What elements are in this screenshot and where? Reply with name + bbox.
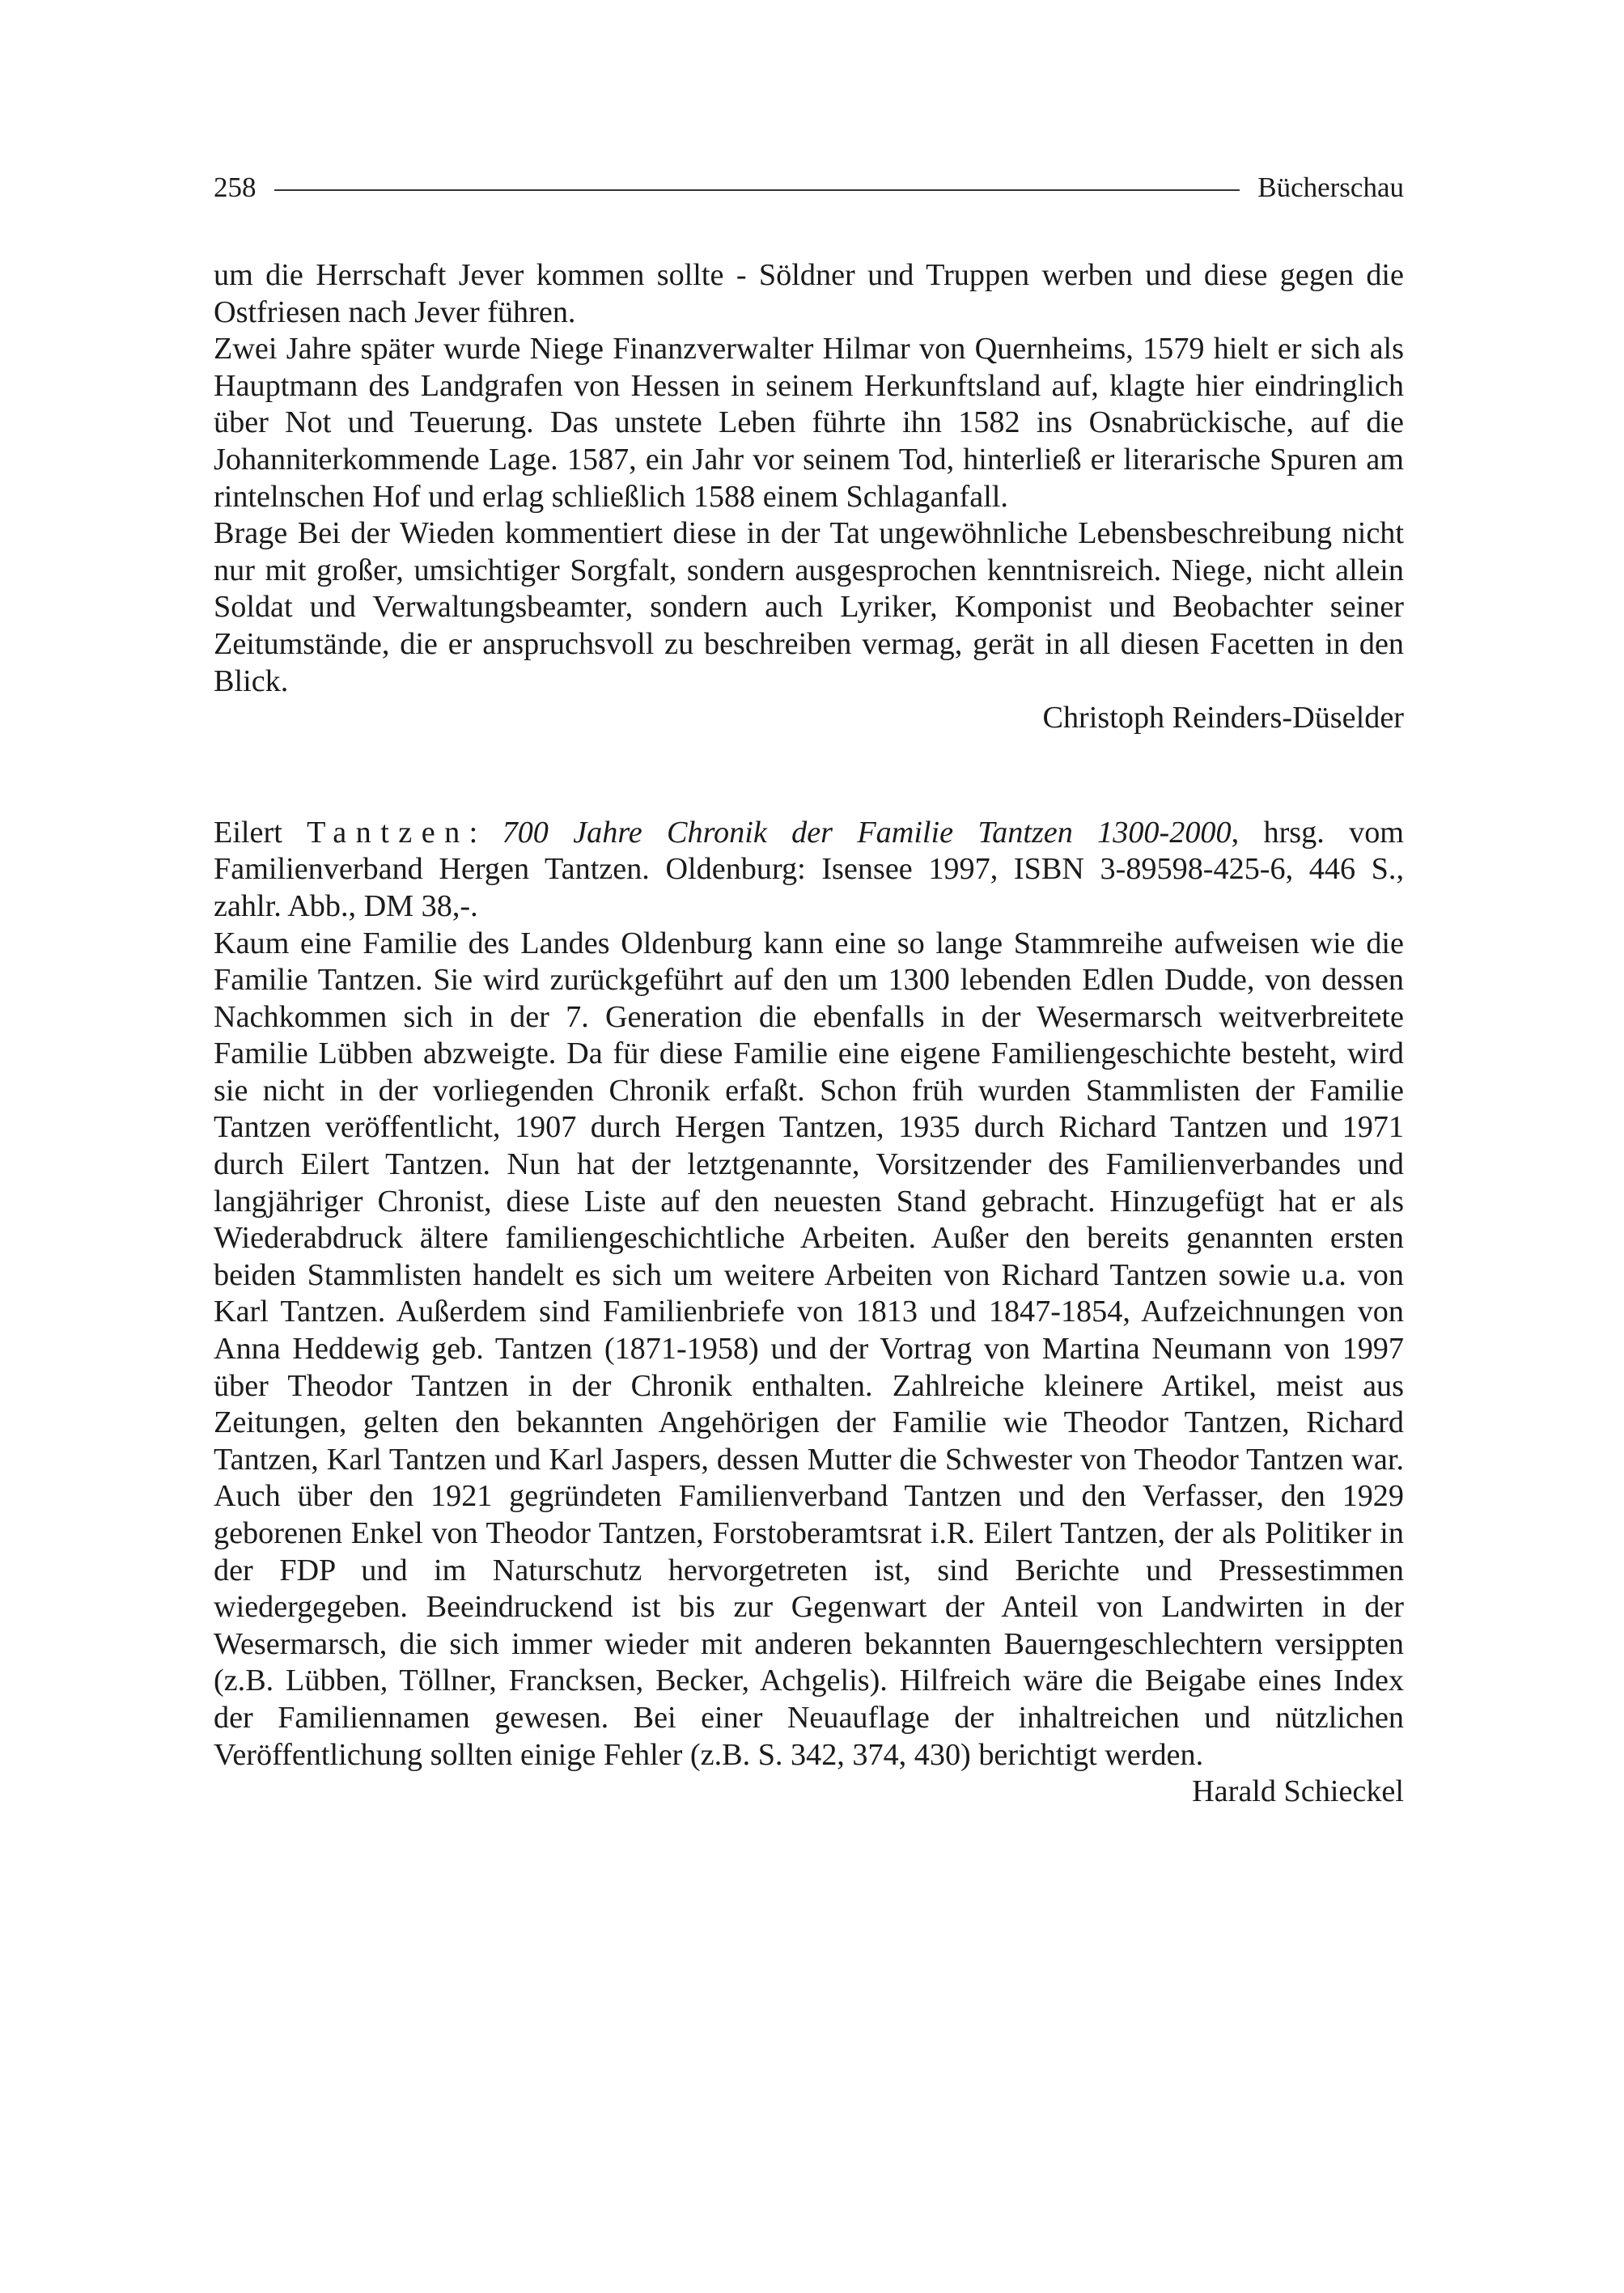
review-tantzen bbox=[214, 815, 1404, 1811]
section-gap bbox=[214, 737, 1404, 815]
running-header bbox=[214, 165, 1404, 210]
review-paragraph: Zwei Jahre später wurde Niege Finanzverwalter Hilmar von Quernheims, 1579 hielt er sich als Hauptmann des Landgrafen von Hessen in seinem Herkunftsland auf, klagte hier eindringlich über Not und Teuerung. Das unstete Leben führte ihn 1582 ins Osnabrückische, auf die Johanniterkommende Lage. 1587, ein Jahr vor seinem Tod, hinterließ er literarische Spuren am rintelnschen Hof und erlag schließlich 1588 einem Schlaganfall. bbox=[214, 332, 1404, 514]
bibliographic-entry bbox=[214, 815, 1404, 926]
review-paragraph: um die Herrschaft Jever kommen sollte - Söldner und Truppen werben und diese gegen die Ostfriesen nach Jever führen. bbox=[214, 258, 1404, 329]
book-title: 700 Jahre Chronik der Familie Tantzen 1300-2000 bbox=[502, 815, 1232, 850]
author-last-name: Tantzen bbox=[307, 815, 469, 850]
citation-colon: : bbox=[469, 815, 478, 850]
section-title: Bücherschau bbox=[1257, 172, 1404, 203]
page-content bbox=[214, 257, 1404, 1811]
bibliographic-details: , hrsg. vom Familienverband Hergen Tantzen. Oldenburg: Isensee 1997, ISBN 3-89598-425-6, 446 S., zahlr. Abb., DM 38,-. bbox=[214, 815, 1404, 923]
review-niege bbox=[214, 257, 1404, 737]
reviewer-signature: Harald Schieckel bbox=[1192, 1774, 1404, 1809]
author-first-name: Eilert bbox=[214, 815, 282, 850]
header-rule bbox=[274, 189, 1240, 191]
reviewer-signature: Christoph Reinders-Düselder bbox=[1042, 701, 1404, 735]
review-body: Kaum eine Familie des Landes Oldenburg kann eine so lange Stammreihe aufweisen wie die Familie Tantzen. Sie wird zurückgeführt auf den um 1300 lebenden Edlen Dudde, von dessen Nachkommen sich in der 7. Generation die ebenfalls in der Wesermarsch weitverbreitete Familie Lübben abzweigte. Da für diese Familie eine eigene Familiengeschichte besteht, wird sie nicht in der vorliegenden Chronik erfaßt. Schon früh wurden Stammlisten der Familie Tantzen veröffentlicht, 1907 durch Hergen Tantzen, 1935 durch Richard Tantzen und 1971 durch Eilert Tantzen. Nun hat der letztgenannte, Vorsitzender des Familienverbandes und langjähriger Chronist, diese Liste auf den neuesten Stand gebracht. Hinzugefügt hat er als Wiederabdruck ältere familiengeschichtliche Arbeiten. Außer den bereits genannten ersten beiden Stammlisten handelt es sich um weitere Arbeiten von Richard Tantzen sowie u.a. von Karl Tantzen. Außerdem sind Familienbriefe von 1813 und 1847-1854, Aufzeichnungen von Anna Heddewig geb. Tantzen (1871-1958) und der Vortrag von Martina Neumann von 1997 über Theodor Tantzen in der Chronik enthalten. Zahlreiche kleinere Artikel, meist aus Zeitungen, gelten den bekannten Angehörigen der Familie wie Theodor Tantzen, Richard Tantzen, Karl Tantzen und Karl Jaspers, dessen Mutter die Schwester von Theodor Tantzen war. Auch über den 1921 gegründeten Familienverband Tantzen und den Verfasser, den 1929 geborenen Enkel von Theodor Tantzen, Forstoberamtsrat i.R. Eilert Tantzen, der als Politiker in der FDP und im Naturschutz hervorgetreten ist, sind Berichte und Pressestimmen wiedergegeben. Beeindruckend ist bis zur Gegenwart der Anteil von Landwirten in der Wesermarsch, die sich immer wieder mit anderen bekannten Bauerngeschlechtern versippten (z.B. Lübben, Töllner, Francksen, Becker, Achgelis). Hilfreich wäre die Beigabe eines Index der Familiennamen gewesen. Bei einer Neuauflage der inhaltreichen und nützlichen Veröffentlichung sollten einige Fehler (z.B. S. 342, 374, 430) berichtigt werden. bbox=[214, 926, 1404, 1772]
review-paragraph: Brage Bei der Wieden kommentiert diese in der Tat ungewöhnliche Lebensbeschreibung nicht nur mit großer, umsichtiger Sorgfalt, sondern ausgesprochen kenntnisreich. Niege, nicht allein Soldat und Verwaltungsbeamter, sondern auch Lyriker, Komponist und Beobachter seiner Zeitumstände, die er anspruchsvoll zu beschreiben vermag, gerät in all diesen Facetten in den Blick. bbox=[214, 516, 1404, 698]
page-number: 258 bbox=[214, 172, 257, 203]
